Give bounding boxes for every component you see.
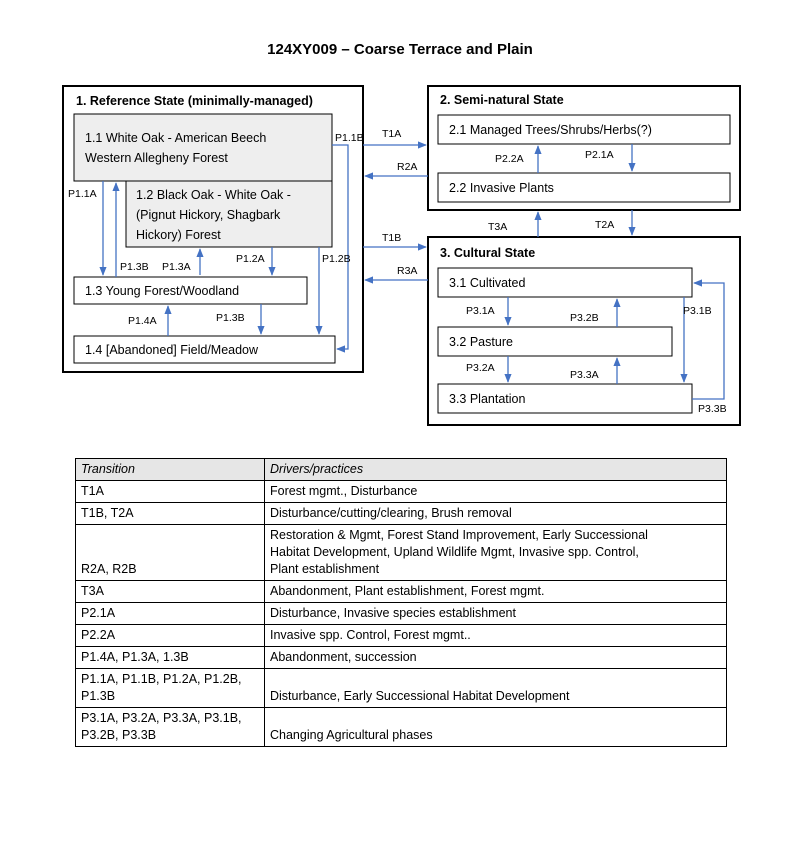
transition-label: P1.1B — [335, 132, 364, 144]
community-label: 3.2 Pasture — [449, 335, 513, 349]
transition-label: P3.2B — [570, 312, 599, 324]
cell-line: Disturbance/cutting/clearing, Brush removal — [270, 506, 512, 520]
drivers-cell — [265, 503, 727, 525]
table-row — [76, 647, 727, 669]
transition-label: R3A — [397, 265, 418, 277]
community-2-1 — [438, 115, 730, 144]
transition-label: P3.1B — [683, 305, 712, 317]
cell-line: P3.1A, P3.2A, P3.3A, P3.1B, — [81, 711, 242, 725]
transition-label: P1.3A — [162, 261, 191, 273]
cell-line: Abandonment, Plant establishment, Forest mgmt. — [270, 584, 545, 598]
community-label: 1.4 [Abandoned] Field/Meadow — [85, 343, 259, 357]
transition-cell — [76, 525, 265, 581]
drivers-cell — [265, 525, 727, 581]
community-1-3 — [74, 277, 307, 304]
cell-line: T1B, T2A — [81, 506, 134, 520]
community-1-1 — [74, 114, 332, 181]
drivers-cell — [265, 581, 727, 603]
community-label: 1.3 Young Forest/Woodland — [85, 284, 240, 298]
community-label: 1.2 Black Oak - White Oak - — [136, 188, 291, 202]
cell-line: Disturbance, Early Successional Habitat Development — [270, 689, 570, 703]
community-1-4 — [74, 336, 335, 363]
table-row — [76, 481, 727, 503]
cell-line: P1.3B — [81, 689, 116, 703]
cell-line: P1.4A, P1.3A, 1.3B — [81, 650, 189, 664]
transition-cell — [76, 625, 265, 647]
community-label: (Pignut Hickory, Shagbark — [136, 208, 281, 222]
table-row — [76, 708, 727, 747]
transition-label: T1B — [382, 232, 402, 244]
cell-line: Forest mgmt., Disturbance — [270, 484, 418, 498]
community-3-3 — [438, 384, 692, 413]
table-header-row — [76, 459, 727, 481]
community-1-2 — [126, 181, 332, 247]
drivers-cell — [265, 647, 727, 669]
community-label: 3.1 Cultivated — [449, 276, 526, 290]
transition-cell — [76, 603, 265, 625]
cell-line: T1A — [81, 484, 104, 498]
transition-label: R2A — [397, 161, 418, 173]
cell-line: Disturbance, Invasive species establishment — [270, 606, 516, 620]
table-row — [76, 525, 727, 581]
transition-cell — [76, 669, 265, 708]
cell-line: Invasive spp. Control, Forest mgmt.. — [270, 628, 471, 642]
transition-label: T3A — [488, 221, 508, 233]
semi-natural-state-title: 2. Semi-natural State — [440, 93, 564, 107]
drivers-cell — [265, 669, 727, 708]
community-label: 2.1 Managed Trees/Shrubs/Herbs(?) — [449, 123, 652, 137]
cultural-state — [428, 237, 740, 425]
column-header-transition: Transition — [76, 459, 265, 481]
transition-cell — [76, 708, 265, 747]
community-label — [85, 151, 228, 165]
transition-cell — [76, 581, 265, 603]
transition-label: P1.2B — [322, 253, 351, 265]
transition-label: T1A — [382, 128, 402, 140]
cell-line: Habitat Development, Upland Wildlife Mgmt, Invasive spp. Control, — [270, 545, 639, 559]
transition-label: P3.3B — [698, 403, 727, 415]
drivers-cell — [265, 481, 727, 503]
cell-line: Restoration & Mgmt, Forest Stand Improvement, Early Successional — [270, 528, 648, 542]
transition-label: T2A — [595, 219, 615, 231]
cell-line: P2.1A — [81, 606, 116, 620]
community-3-1 — [438, 268, 692, 297]
community-label: Hickory) Forest — [136, 228, 221, 242]
reference-state-title: 1. Reference State (minimally-managed) — [76, 94, 313, 108]
cell-line: R2A, R2B — [81, 562, 137, 576]
transition-label: P2.2A — [495, 153, 524, 165]
community-3-2 — [438, 327, 672, 356]
transition-label: P3.2A — [466, 362, 495, 374]
semi-natural-state — [428, 86, 740, 210]
community-2-2 — [438, 173, 730, 202]
community-label: 2.2 Invasive Plants — [449, 181, 554, 195]
reference-state — [63, 86, 364, 372]
column-header-drivers: Drivers/practices — [265, 459, 727, 481]
transition-cell — [76, 481, 265, 503]
cell-line: Changing Agricultural phases — [270, 728, 433, 742]
transitions-table — [75, 458, 727, 747]
transition-label: P2.1A — [585, 149, 614, 161]
transition-label: P1.3B — [216, 312, 245, 324]
table-row — [76, 669, 727, 708]
cultural-state-title: 3. Cultural State — [440, 246, 536, 260]
community-label: 1.1 White Oak - American Beech — [85, 131, 267, 145]
table-row — [76, 625, 727, 647]
transition-cell — [76, 503, 265, 525]
table-row — [76, 503, 727, 525]
transition-label: P1.2A — [236, 253, 265, 265]
cell-line: Abandonment, succession — [270, 650, 417, 664]
transition-label: P3.1A — [466, 305, 495, 317]
table-row — [76, 581, 727, 603]
drivers-cell — [265, 603, 727, 625]
drivers-cell — [265, 708, 727, 747]
transition-cell — [76, 647, 265, 669]
table-row — [76, 603, 727, 625]
community-label — [85, 131, 266, 145]
community-label: Western Allegheny Forest — [85, 151, 228, 165]
drivers-cell — [265, 625, 727, 647]
transition-label: P1.3B — [120, 261, 149, 273]
diagram-title: 124XY009 – Coarse Terrace and Plain — [267, 41, 533, 58]
cell-line: P2.2A — [81, 628, 116, 642]
transition-label: P1.1A — [68, 188, 97, 200]
cell-line: P3.2B, P3.3B — [81, 728, 157, 742]
community-label: 3.3 Plantation — [449, 392, 526, 406]
transition-label: P3.3A — [570, 369, 599, 381]
cell-line: T3A — [81, 584, 104, 598]
cell-line: P1.1A, P1.1B, P1.2A, P1.2B, — [81, 672, 242, 686]
transition-label: P1.4A — [128, 315, 157, 327]
cell-line: Plant establishment — [270, 562, 380, 576]
